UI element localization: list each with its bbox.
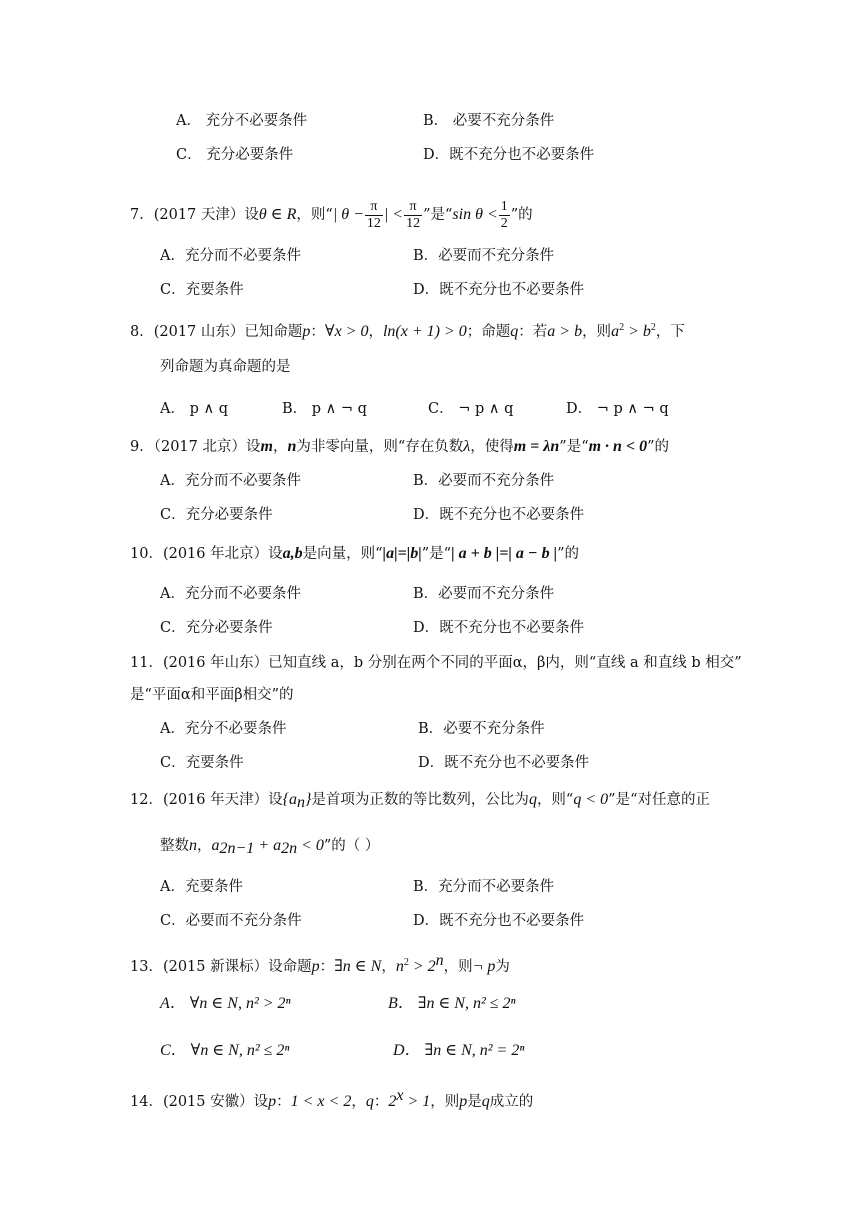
q10-stem: 10．(2016 年北京）设a,b是向量，则“|a|=|b|”是“| a + b |=| a − b |”的: [130, 545, 580, 562]
q11-stem-line2: 是“平面α和平面β相交”的: [130, 687, 294, 703]
q6-option-a: A． 充分不必要条件: [176, 113, 308, 129]
q6-option-d: D．既不充分也不必要条件: [423, 147, 595, 163]
q8-stem-line2: 列命题为真命题的是: [160, 359, 291, 375]
q8-option-b: B． p ∧ ¬ q: [282, 401, 367, 417]
q9-option-a: A．充分而不必要条件: [160, 473, 301, 489]
q8-option-a: A． p ∧ q: [160, 401, 228, 417]
q11-option-c: C．充要条件: [160, 755, 244, 771]
q13-option-a: A． ∀n ∈ N, n² > 2ⁿ: [160, 995, 291, 1012]
q12-stem-line1: 12．(2016 年天津）设$\{a_n\}$是首项为正数的等比数列，公比为q，则“q < 0”是“对任意的正: [130, 791, 710, 811]
q7-option-b: B．必要而不充分条件: [413, 248, 555, 264]
q10-option-c: C．充分必要条件: [160, 620, 273, 636]
q6-option-c: C． 充分必要条件: [176, 147, 294, 163]
q13-stem: 13．(2015 新课标）设命题p：∃n ∈ N，$n^2 > 2^n$，则¬ p为: [130, 952, 510, 975]
q7-option-c: C．充要条件: [160, 282, 244, 298]
q12-option-a: A．充要条件: [160, 879, 243, 895]
q8-option-c: C． ¬ p ∧ q: [428, 401, 514, 417]
q7-stem: 7．(2017 天津）设θ ∈ R，则“| θ − $\frac{\pi}{12}$ | < $\frac{\pi}{12}$ ”是“sin θ < $\frac{1}{2}$ ”的: [130, 198, 533, 231]
q13-option-c: C． ∀n ∈ N, n² ≤ 2ⁿ: [160, 1042, 290, 1059]
q12-option-c: C．必要而不充分条件: [160, 913, 302, 929]
q6-option-b: B． 必要不充分条件: [423, 113, 555, 129]
q7-option-a: A．充分而不必要条件: [160, 248, 301, 264]
q9-option-d: D．既不充分也不必要条件: [413, 507, 585, 523]
q7-fraction-1: $\frac{\pi}{12}$: [366, 198, 381, 231]
q13-option-b: B． ∃n ∈ N, n² ≤ 2ⁿ: [388, 995, 516, 1012]
q8-stem-line1: 8．(2017 山东）已知命题p：∀x > 0，ln(x + 1) > 0；命题q：若a > b，则$a^2 > b^2$，下: [130, 322, 685, 340]
q11-option-b: B．必要不充分条件: [418, 721, 545, 737]
q10-option-b: B．必要而不充分条件: [413, 586, 555, 602]
q9-option-c: C．充分必要条件: [160, 507, 273, 523]
q11-option-d: D．既不充分也不必要条件: [418, 755, 590, 771]
q9-option-b: B．必要而不充分条件: [413, 473, 555, 489]
q12-option-b: B．充分而不必要条件: [413, 879, 555, 895]
q14-stem: 14．(2015 安徽）设p：1 < x < 2，q：$2^x > 1$，则p是q成立的: [130, 1087, 534, 1110]
q12-stem-line2: 整数n，$a_{2n-1} + a_{2n} < 0$”的（ ）: [160, 837, 380, 857]
q11-option-a: A．充分不必要条件: [160, 721, 287, 737]
q8-option-d: D． ¬ p ∧ ¬ q: [566, 401, 669, 417]
q10-option-d: D．既不充分也不必要条件: [413, 620, 585, 636]
q7-fraction-3: $\frac{1}{2}$: [500, 198, 508, 231]
q7-fraction-2: $\frac{\pi}{12}$: [406, 198, 421, 231]
q11-stem-line1: 11．(2016 年山东）已知直线 a，b 分别在两个不同的平面α，β内，则“直线 a 和直线 b 相交”: [130, 655, 742, 671]
q12-option-d: D．既不充分也不必要条件: [413, 913, 585, 929]
q9-stem: 9．（2017 北京）设m，n为非零向量，则“存在负数λ，使得m = λn”是“m · n < 0”的: [130, 438, 669, 455]
q7-option-d: D．既不充分也不必要条件: [413, 282, 585, 298]
q10-option-a: A．充分而不必要条件: [160, 586, 301, 602]
q13-option-d: D． ∃n ∈ N, n² = 2ⁿ: [393, 1042, 525, 1059]
